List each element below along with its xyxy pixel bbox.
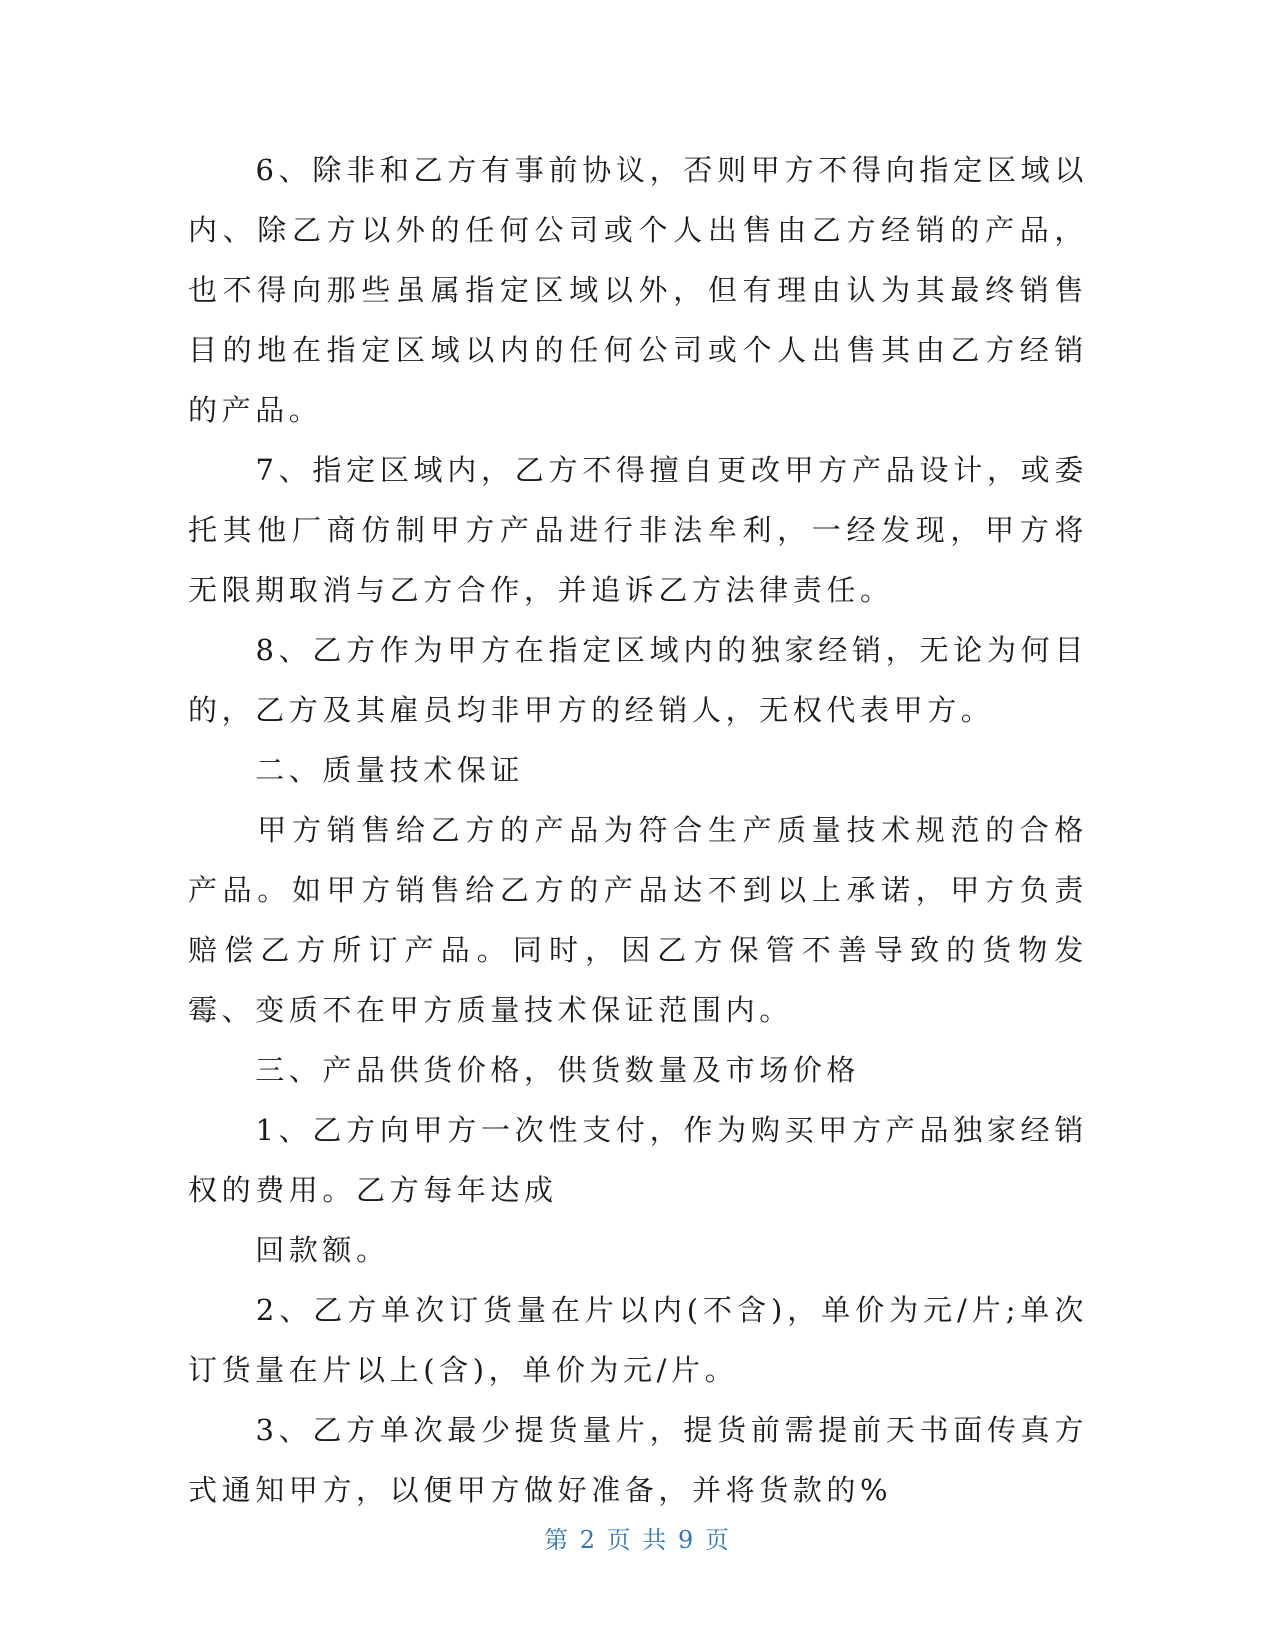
page-footer — [0, 1520, 1275, 1555]
footer-suffix: 页 — [704, 1526, 731, 1554]
section-heading-quality: 二、质量技术保证 — [188, 753, 525, 787]
paragraph-clause-7: 7、指定区域内，乙方不得擅自更改甲方产品设计，或委托其他厂商仿制甲方产品进行非法牟利，一经发现，甲方将无限期取消与乙方合作，并追诉乙方法律责任。 — [188, 453, 1088, 607]
paragraph-pricing-3: 3、乙方单次最少提货量片，提货前需提前天书面传真方式通知甲方，以便甲方做好准备，并将货款的% — [188, 1413, 1088, 1507]
paragraph-pricing-2: 2、乙方单次订货量在片以内(不含)，单价为元/片;单次订货量在片以上(含)，单价为元/片。 — [188, 1293, 1088, 1387]
footer-total-pages: 9 — [677, 1526, 696, 1554]
paragraph-clause-6: 6、除非和乙方有事前协议，否则甲方不得向指定区域以内、除乙方以外的任何公司或个人出售由乙方经销的产品，也不得向那些虽属指定区域以外，但有理由认为其最终销售目的地在指定区域以内的任何公司或个人出售其由乙方经销的产品。 — [188, 153, 1088, 427]
footer-prefix: 第 — [544, 1526, 571, 1554]
paragraph-quality-guarantee: 甲方销售给乙方的产品为符合生产质量技术规范的合格产品。如甲方销售给乙方的产品达不到以上承诺，甲方负责赔偿乙方所订产品。同时，因乙方保管不善导致的货物发霉、变质不在甲方质量技术保证范围内。 — [188, 813, 1088, 1027]
section-heading-pricing: 三、产品供货价格，供货数量及市场价格 — [188, 1053, 861, 1087]
paragraph-pricing-1: 1、乙方向甲方一次性支付，作为购买甲方产品独家经销权的费用。乙方每年达成 回款额。 — [188, 1113, 1088, 1267]
footer-current-page: 2 — [579, 1526, 598, 1554]
paragraph-clause-8: 8、乙方作为甲方在指定区域内的独家经销，无论为何目的，乙方及其雇员均非甲方的经销人，无权代表甲方。 — [188, 633, 1088, 727]
footer-middle: 页 共 — [606, 1526, 669, 1554]
document-body — [188, 140, 1088, 1520]
